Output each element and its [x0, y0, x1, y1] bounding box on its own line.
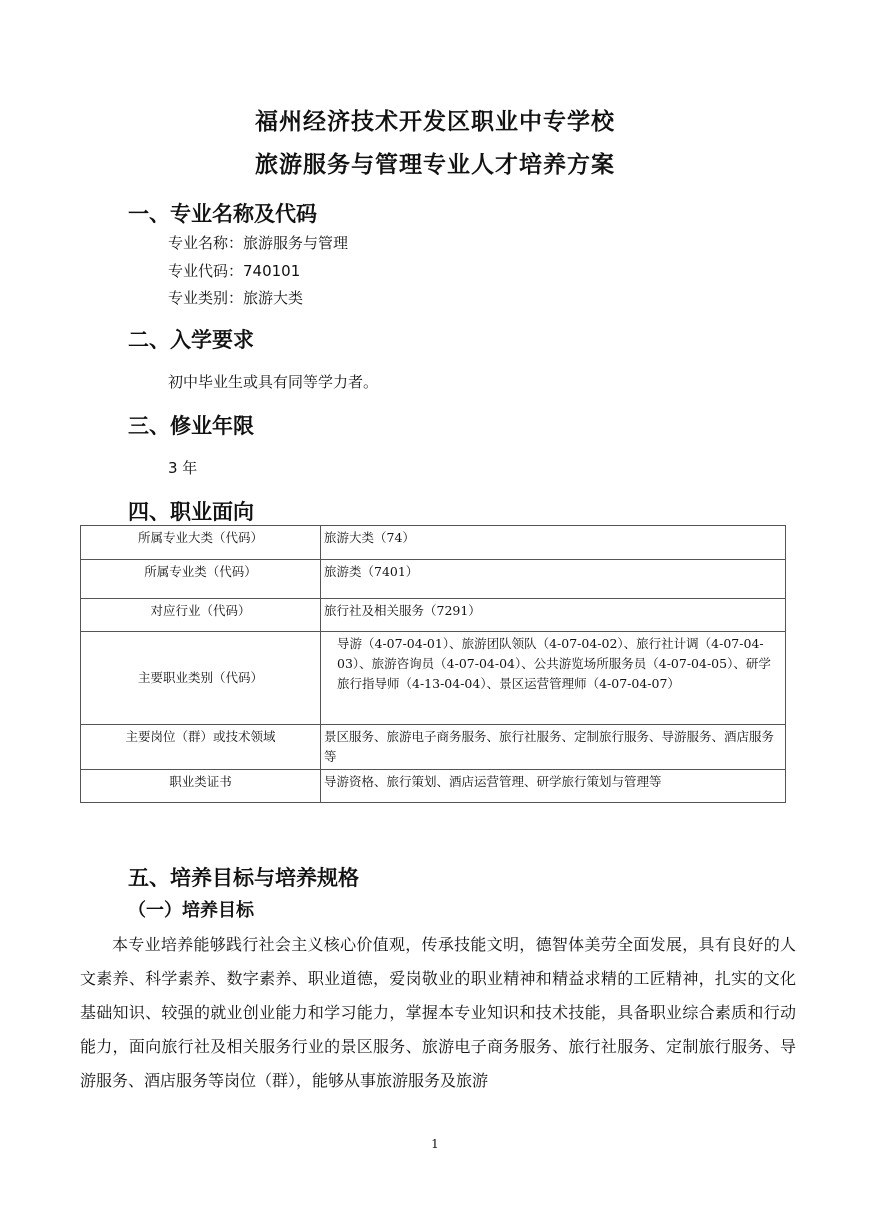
section-5-heading: 五、培养目标与培养规格: [128, 866, 359, 890]
table-row: [81, 560, 786, 599]
section-3-heading: 三、修业年限: [128, 414, 254, 438]
major-name: 专业名称：旅游服务与管理: [168, 234, 349, 252]
row-value: 导游（4-07-04-01）、旅游团队领队（4-07-04-02）、旅行社计调（4-07-04-03）、旅游咨询员（4-07-04-04）、公共游览场所服务员（4-07-04-05）、研学旅行指导师（4-13-04-04）、景区运营管理师（4-07-04-07）: [321, 632, 786, 725]
row-key: 对应行业（代码）: [81, 599, 321, 632]
goal-paragraph: 本专业培养能够践行社会主义核心价值观，传承技能文明，德智体美劳全面发展，具有良好的人文素养、科学素养、数字素养、职业道德，爱岗敬业的职业精神和精益求精的工匠精神，扎实的文化基础知识、较强的就业创业能力和学习能力，掌握本专业知识和技术技能，具备职业综合素质和行动能力，面向旅行社及相关服务行业的景区服务、旅游电子商务服务、旅行社服务、定制旅行服务、导游服务、酒店服务等岗位（群），能够从事旅游服务及旅游: [80, 935, 796, 1090]
row-key: 主要岗位（群）或技术领域: [81, 725, 321, 770]
table-row: [81, 526, 786, 560]
section-1-heading: 一、专业名称及代码: [128, 202, 317, 226]
school-title: 福州经济技术开发区职业中专学校: [255, 109, 615, 135]
subsection-goal-heading: （一）培养目标: [128, 900, 254, 921]
career-table: [80, 525, 786, 803]
admission-text: 初中毕业生或具有同等学力者。: [168, 373, 379, 391]
goal-paragraph-block: [80, 928, 796, 1098]
row-value: 景区服务、旅游电子商务服务、旅行社服务、定制旅行服务、导游服务、酒店服务等: [321, 725, 786, 770]
row-key: 所属专业大类（代码）: [81, 526, 321, 560]
table-row: [81, 725, 786, 770]
row-value: 旅游大类（74）: [321, 526, 786, 560]
table-row: [81, 632, 786, 725]
major-code: 专业代码：740101: [168, 262, 301, 280]
section-4-heading: 四、职业面向: [128, 500, 254, 524]
table-row: [81, 599, 786, 632]
section-2-heading: 二、入学要求: [128, 328, 254, 352]
duration-text: 3 年: [168, 459, 198, 477]
row-key: 职业类证书: [81, 770, 321, 803]
row-value: 旅游类（7401）: [321, 560, 786, 599]
page-number: 1: [431, 1137, 439, 1151]
table-row: [81, 770, 786, 803]
row-key: 主要职业类别（代码）: [81, 632, 321, 725]
row-value: 导游资格、旅行策划、酒店运营管理、研学旅行策划与管理等: [321, 770, 786, 803]
plan-title: 旅游服务与管理专业人才培养方案: [255, 152, 615, 178]
row-key: 所属专业类（代码）: [81, 560, 321, 599]
major-category: 专业类别：旅游大类: [168, 289, 304, 307]
row-value: 旅行社及相关服务（7291）: [321, 599, 786, 632]
